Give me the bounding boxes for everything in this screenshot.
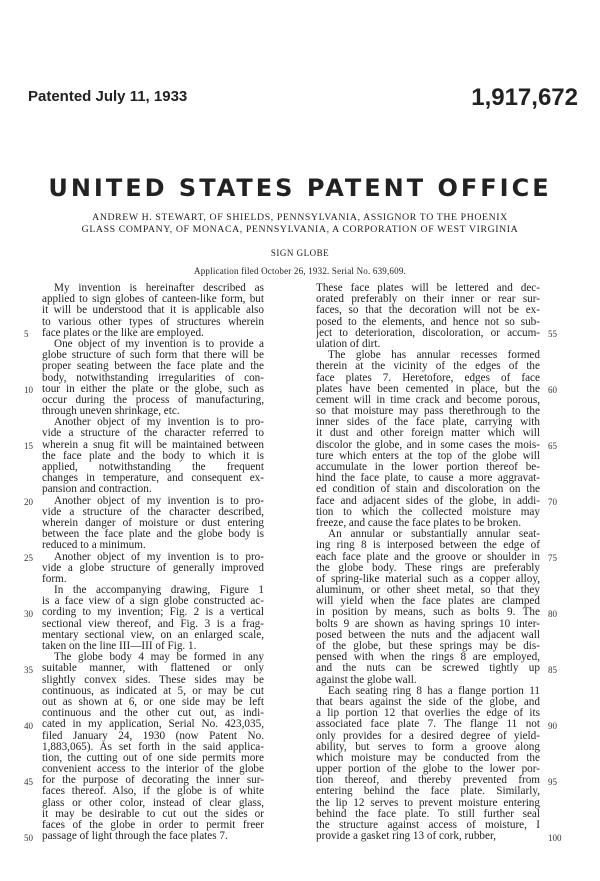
text-line: glass or other color, instead of clear glass, [42,797,264,809]
text-line: Another object of my invention is to pro- [54,551,264,563]
text-line: faces thereof. Also, if the globe is of white [42,786,264,798]
line-number: 60 [548,384,557,395]
text-line: entering behind the face plate. Similarly, [316,786,540,798]
text-line: tour in either the plate or the globe, such as [42,383,264,395]
text-line: slightly convex sides. These sides may be [42,674,264,686]
text-line: posed to the elements, and hence not so sub- [316,316,540,328]
line-number: 100 [548,832,562,843]
text-line: it will be understood that it is applicable also [42,305,264,317]
line-number: 50 [24,832,33,843]
text-line: provide a gasket ring 13 of cork, rubber, [316,831,497,843]
line-number: 55 [548,328,557,339]
patented-date: Patented July 11, 1933 [28,88,188,105]
text-line: the structure against access of moisture, I [316,820,540,831]
application-filing: Application filed October 26, 1932. Serial No. 639,609. [194,266,406,276]
text-line: a lip portion 12 that overlies the edge of its [316,708,540,720]
text-line: ing ring 8 is interposed between the edge of [316,540,540,552]
line-number: 80 [548,608,557,619]
text-line: proper seating between the face plate and the [42,361,264,373]
text-line: aluminum, or other sheet metal, so that they [316,585,540,597]
inventor-assignor-block [40,212,560,236]
text-line: pensed with when the rings 8 are employed, [316,652,540,664]
text-line: globe structure of such form that there will be [42,350,264,362]
text-line: freeze, and cause the face plates to be broken. [316,517,521,529]
text-line: of spring-like material such as a copper alloy, [316,573,540,585]
text-line: Each seating ring 8 has a flange portion 11 [328,685,540,697]
text-line: taken on the line III—III of Fig. 1. [42,641,197,652]
text-line: the lip 12 serves to prevent moisture entering [316,797,540,809]
text-line: ulation of dirt. [316,338,381,350]
inventor-line: ANDREW H. STEWART, OF SHIELDS, PENNSYLVANIA, ASSIGNOR TO THE PHOENIX [92,212,508,223]
text-line: pansion and contraction. [42,484,152,496]
text-line: ed condition of stain and discoloration on the [316,484,540,496]
text-line: face plates 7. Heretofore, edges of face [316,372,540,384]
text-line: behind the face plate. To still further seal [316,808,540,820]
text-line: will yield when the face plates are clamped [316,596,540,608]
text-line: is a face view of a sign globe constructed ac- [42,596,264,608]
text-line: convenient access to the interior of the globe [42,764,264,776]
text-line: vide a structure of the character described, [42,506,264,518]
text-line: faces, so that the decoration will not be ex- [316,305,540,317]
text-line: form. [42,573,67,585]
text-line: therein at the vicinity of the edges of the [316,361,540,373]
text-line: occur during the process of manufacturing, [42,394,264,406]
text-line: which moisture may be conducted from the [316,752,540,764]
text-line: wherein a snug fit will be maintained between [42,439,264,451]
text-line: mentary sectional view, on an enlarged scale, [42,629,264,641]
text-line: only provides for a desired degree of yield- [316,730,540,742]
text-line: to various other types of structures wherein [42,316,264,328]
line-number: 70 [548,496,557,507]
text-line: These face plates will be lettered and dec- [316,283,540,294]
text-line: sectional view thereof, and Fig. 3 is a frag- [42,618,264,630]
text-line: ability, but serves to form a groove along [316,741,540,753]
text-line: changes in temperature, and consequent ex- [42,473,264,485]
text-line: Another object of my invention is to pro- [54,495,264,507]
line-number: 15 [24,440,33,451]
text-line: 1,883,065). As set forth in the said applica- [42,741,264,753]
text-line: cording to my invention; Fig. 2 is a vertical [42,607,264,619]
text-line: plates have been cemented in place, but the [316,383,540,395]
text-line: discolor the globe, and in some cases the mois- [316,439,540,451]
text-line: filed January 24, 1930 (now Patent No. [42,730,264,742]
text-line: One object of my invention is to provide a [54,338,264,350]
text-line: continuous and the other cut out, as indi- [42,708,264,720]
text-line: ject to deterioration, discoloration, or accum- [316,327,540,339]
text-line: The globe has annular recesses formed [328,350,540,362]
line-number: 45 [24,776,33,787]
text-line: it dust and other foreign matter which will [316,428,540,440]
text-line: Another object of my invention is to pro- [54,417,264,429]
text-line: ture which enters at the top of the globe will [316,450,540,462]
line-number: 90 [548,720,557,731]
text-line: faces of the globe in order to permit freer [42,820,264,831]
text-line: accumulate in the lower portion thereof be- [316,462,540,473]
patent-number: 1,917,672 [471,84,578,111]
text-line: In the accompanying drawing, Figure 1 [54,585,264,597]
text-line: so that moisture may pass therethrough to the [316,406,540,418]
text-line: hind the face plate, to cause a more aggravat- [316,473,540,485]
text-line: wherein danger of moisture or dust entering [42,517,264,529]
text-line: tion thereof, and thereby prevented from [316,775,540,787]
line-number: 20 [24,496,33,507]
text-line: tion to which the collected moisture may [316,506,540,518]
text-line: cement will in time crack and become porous, [316,394,540,406]
text-line: body, notwithstanding irregularities of con- [42,372,264,384]
text-line: My invention is hereinafter described as [54,283,264,294]
text-line: for the purpose of decorating the inner sur- [42,775,264,787]
text-line: inner sides of the face plate, carrying with [316,417,540,429]
text-line: vide a globe structure of generally improved [42,562,264,574]
line-number: 25 [24,552,33,563]
text-line: between the face plate and the globe body is [42,529,264,541]
line-number: 30 [24,608,33,619]
text-line: face and adjacent sides of the globe, in addi- [316,495,540,507]
inventor-line: GLASS COMPANY, OF MONACA, PENNSYLVANIA, A CORPORATION OF WEST VIRGINIA [81,224,519,235]
line-number: 10 [24,384,33,395]
line-number: 95 [548,776,557,787]
line-number: 75 [548,552,557,563]
text-line: applied to sign globes of canteen-like form, but [42,294,264,306]
text-line: passage of light through the face plates 7. [42,831,228,843]
text-line: cated in my application, Serial No. 423,035, [42,719,264,731]
text-line: reduced to a minimum. [42,540,146,552]
text-line: vide a structure of the character referred to [42,428,264,440]
left-text-column [42,283,264,842]
text-line: in position by means, such as bolts 9. The [316,607,540,619]
text-line: The globe body 4 may be formed in any [54,652,264,664]
line-number: 85 [548,664,557,675]
text-line: the globe body. These rings are preferably [316,562,540,574]
line-number: 35 [24,664,33,675]
text-line: against the globe wall. [316,674,417,686]
line-number: 65 [548,440,557,451]
text-line: out as shown at 6, or one side may be left [42,696,264,708]
text-line: associated face plate 7. The flange 11 not [316,719,540,731]
text-line: face plates or the like are employed. [42,327,204,339]
office-heading: UNITED STATES PATENT OFFICE [48,174,552,202]
text-line: through uneven shrinkage, etc. [42,406,180,418]
text-line: each face plate and the groove or shoulder in [316,551,540,563]
text-line: bolts 9 are shown as having springs 10 inter- [316,618,540,630]
text-line: and the nuts can be screwed tightly up [316,663,540,675]
text-line: of the globe, but these springs may be dis- [316,641,540,652]
line-number: 40 [24,720,33,731]
text-line: that bears against the side of the globe, and [316,696,540,708]
text-line: continuous, as indicated at 5, or may be cut [42,685,264,697]
text-line: upper portion of the globe to the lower por- [316,764,540,776]
text-line: posed between the nuts and the adjacent wall [316,629,540,641]
text-line: the face plate and the body to which it is [42,450,264,462]
invention-title: SIGN GLOBE [270,248,330,258]
text-line: suitable manner, with flattened or only [42,663,264,675]
text-line: applied, notwithstanding the frequent [42,462,264,473]
text-line: An annular or substantially annular seat- [328,529,540,541]
text-line: it may be desirable to cut out the sides or [42,808,264,820]
line-number: 5 [24,328,29,339]
text-line: orated preferably on their inner or rear sur- [316,294,540,306]
right-text-column [316,283,540,842]
text-line: tion, the cutting out of one side permits more [42,752,264,764]
